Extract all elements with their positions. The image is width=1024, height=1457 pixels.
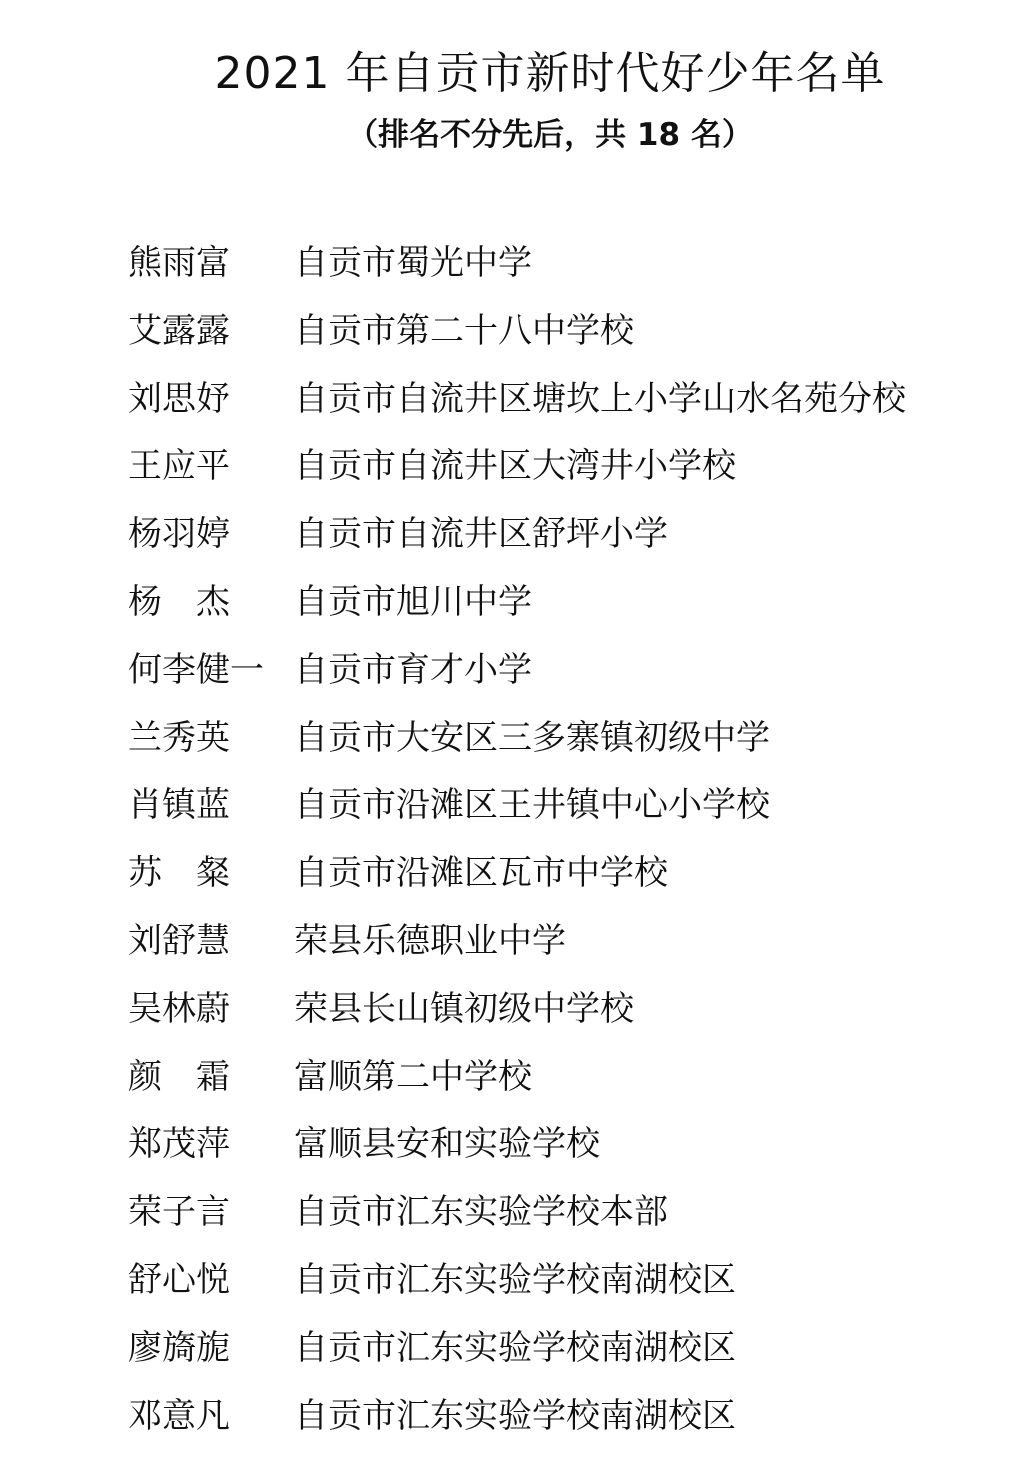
honoree-school: 自贡市汇东实验学校本部 [294, 1192, 668, 1233]
honoree-name: 苏 粲 [128, 853, 230, 894]
honoree-name: 廖旖旎 [128, 1327, 230, 1368]
honoree-name: 杨 杰 [128, 581, 230, 622]
list-item [128, 840, 1008, 908]
honoree-name: 吴林蔚 [128, 988, 230, 1029]
honoree-name: 肖镇蓝 [128, 785, 230, 826]
honoree-name: 熊雨富 [128, 243, 230, 283]
honoree-school: 自贡市大安区三多寨镇初级中学 [294, 717, 770, 758]
honoree-name: 杨羽婷 [128, 514, 230, 555]
honoree-name: 刘舒慧 [128, 920, 230, 961]
list-item [128, 705, 1008, 773]
honoree-school: 自贡市汇东实验学校南湖校区 [294, 1259, 736, 1300]
honoree-school: 自贡市沿滩区王井镇中心小学校 [294, 785, 770, 826]
honoree-school: 自贡市自流井区舒坪小学 [294, 514, 668, 555]
honoree-name: 郑茂萍 [128, 1124, 230, 1165]
list-item [128, 1179, 1008, 1247]
honoree-name: 艾露露 [128, 310, 230, 351]
list-item [128, 908, 1008, 976]
list-item [128, 1044, 1008, 1112]
list-item [128, 1247, 1008, 1315]
honoree-name: 邓意凡 [128, 1395, 230, 1436]
honoree-name: 荣子言 [128, 1192, 230, 1233]
honoree-school: 富顺第二中学校 [294, 1056, 532, 1097]
honoree-school: 自贡市汇东实验学校南湖校区 [294, 1395, 736, 1436]
honoree-school: 自贡市旭川中学 [294, 581, 532, 622]
honoree-school: 自贡市自流井区大湾井小学校 [294, 446, 736, 487]
honoree-school: 自贡市蜀光中学 [294, 243, 532, 283]
list-item [128, 230, 1008, 298]
list-item [128, 1383, 1008, 1451]
list-item [128, 637, 1008, 705]
list-item [128, 501, 1008, 569]
honoree-school: 荣县乐德职业中学 [294, 920, 566, 961]
page-title: 2021 年自贡市新时代好少年名单 [214, 48, 886, 99]
honoree-name: 何李健一 [128, 649, 264, 690]
honoree-name: 兰秀英 [128, 717, 230, 758]
honoree-list [128, 230, 1008, 1450]
honoree-school: 荣县长山镇初级中学校 [294, 988, 634, 1029]
honoree-name: 颜 霜 [128, 1056, 230, 1097]
list-item [128, 569, 1008, 637]
list-item [128, 298, 1008, 366]
honoree-school: 富顺县安和实验学校 [294, 1124, 600, 1165]
honoree-school: 自贡市育才小学 [294, 649, 532, 690]
list-item [128, 366, 1008, 434]
honoree-school: 自贡市自流井区塘坎上小学山水名苑分校 [294, 378, 906, 419]
list-item [128, 1111, 1008, 1179]
list-item [128, 976, 1008, 1044]
honoree-school: 自贡市第二十八中学校 [294, 310, 634, 351]
honoree-name: 王应平 [128, 446, 230, 487]
list-item [128, 433, 1008, 501]
honoree-school: 自贡市汇东实验学校南湖校区 [294, 1327, 736, 1368]
list-item [128, 1315, 1008, 1383]
honoree-school: 自贡市沿滩区瓦市中学校 [294, 853, 668, 894]
honoree-name: 舒心悦 [128, 1259, 230, 1300]
honoree-name: 刘思妤 [128, 378, 230, 419]
page-subtitle: （排名不分先后，共 18 名） [347, 117, 753, 153]
list-item [128, 772, 1008, 840]
